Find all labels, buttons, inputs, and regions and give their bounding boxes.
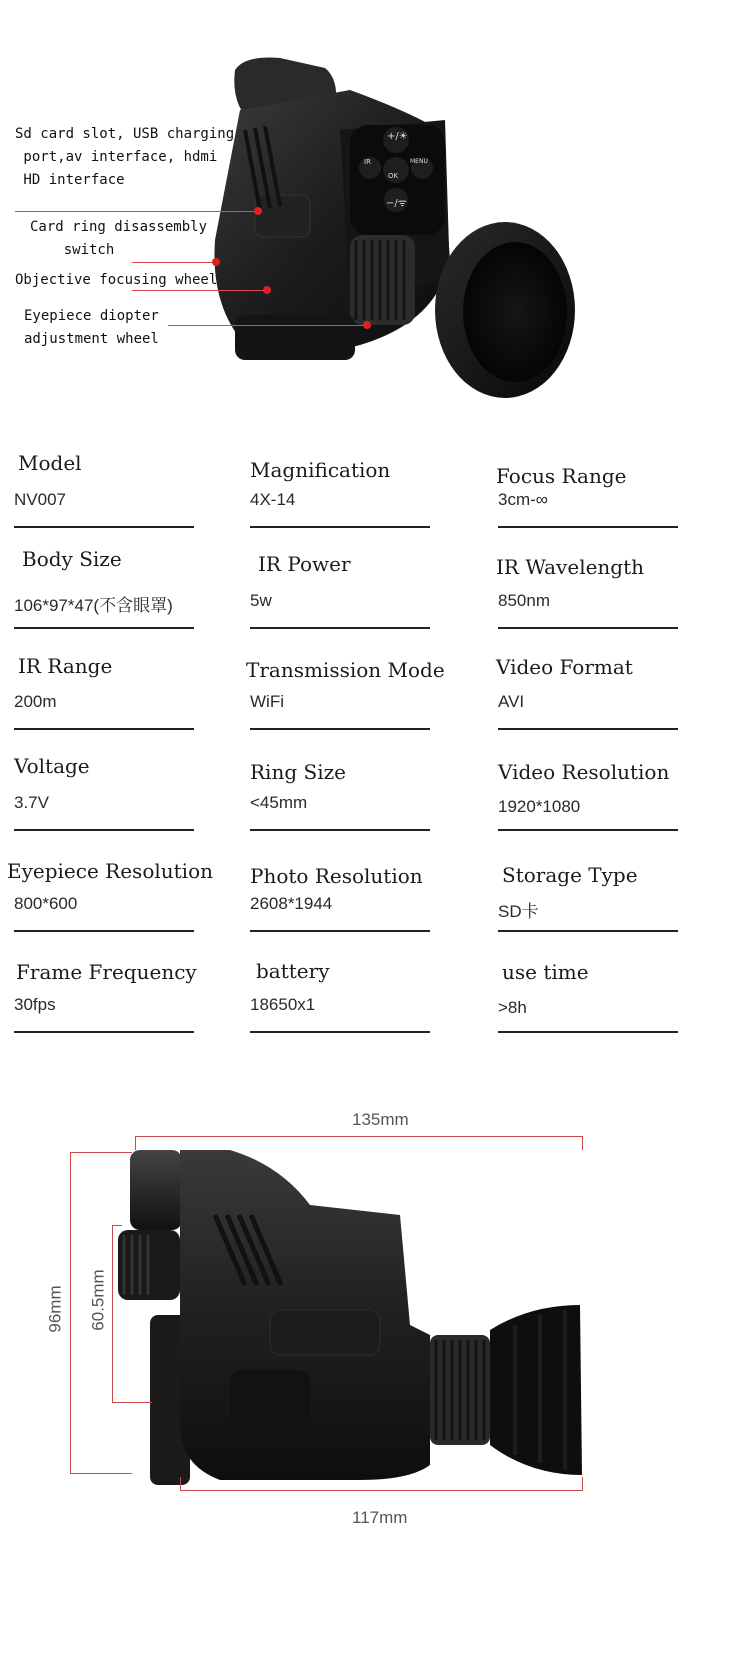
spec-label-ir-power: IR Power [258, 552, 351, 576]
spec-label-use-time: use time [502, 960, 589, 984]
spec-value-ir-range: 200m [14, 692, 57, 711]
dim-line-135-right-tick [582, 1136, 583, 1150]
spec-label-model: Model [18, 451, 82, 475]
button-label-plus: +/☀ [387, 131, 408, 142]
spec-divider [250, 627, 430, 629]
spec-divider [14, 829, 194, 831]
button-label-minus: −/ᯤ [386, 198, 407, 209]
spec-label-eyepiece-resolution: Eyepiece Resolution [7, 859, 213, 883]
marker-dot-objective [263, 286, 271, 294]
spec-divider [14, 728, 194, 730]
spec-label-video-resolution: Video Resolution [498, 760, 670, 784]
spec-value-voltage: 3.7V [14, 793, 49, 812]
spec-divider [250, 930, 430, 932]
spec-label-storage-type: Storage Type [502, 863, 638, 887]
spec-divider [14, 526, 194, 528]
spec-value-frame-frequency: 30fps [14, 995, 56, 1014]
spec-label-focus-range: Focus Range [496, 464, 627, 488]
spec-value-storage-type: SD卡 [498, 902, 539, 921]
spec-divider [250, 526, 430, 528]
spec-value-model: NV007 [14, 490, 66, 509]
spec-label-ir-range: IR Range [18, 654, 113, 678]
spec-label-video-format: Video Format [496, 655, 633, 679]
dim-label-height-total: 96mm [45, 1285, 65, 1333]
spec-value-ir-power: 5w [250, 591, 272, 610]
spec-value-use-time: >8h [498, 998, 527, 1017]
night-vision-device-illustration [200, 50, 630, 430]
spec-value-magnification: 4X-14 [250, 490, 296, 509]
button-label-ir: IR [364, 158, 371, 166]
dim-line-117-right-tick [582, 1477, 583, 1491]
dim-line-60-vertical [112, 1225, 113, 1403]
marker-dot-card-ring [212, 258, 220, 266]
spec-value-transmission-mode: WiFi [250, 692, 284, 711]
spec-label-voltage: Voltage [14, 754, 90, 778]
spec-value-video-format: AVI [498, 692, 525, 711]
spec-divider [498, 930, 678, 932]
callout-sd-card-slot: Sd card slot, USB charging port,av interface, hdmi HD interface [15, 126, 235, 188]
dim-line-117-left-tick [180, 1477, 181, 1491]
button-label-ok: OK [388, 172, 399, 180]
dim-line-96-vertical [70, 1152, 71, 1474]
dim-line-60-bottom-tick [112, 1402, 152, 1403]
spec-label-body-size: Body Size [22, 547, 122, 571]
dim-line-96-top-tick [70, 1152, 132, 1153]
spec-divider [498, 829, 678, 831]
device-top-view [200, 50, 630, 430]
spec-label-battery: battery [256, 959, 330, 983]
spec-divider [14, 930, 194, 932]
device-side-illustration [110, 1145, 590, 1485]
spec-label-photo-resolution: Photo Resolution [250, 864, 423, 888]
spec-divider [498, 728, 678, 730]
spec-divider [250, 1031, 430, 1033]
dim-label-length-bottom: 117mm [352, 1508, 408, 1527]
spec-label-ir-wavelength: IR Wavelength [496, 555, 645, 579]
spec-value-eyepiece-resolution: 800*600 [14, 894, 78, 913]
button-label-menu: MENU [410, 158, 428, 165]
spec-value-ring-size: <45mm [250, 793, 308, 812]
leader-line-objective [132, 290, 268, 291]
leader-line-card-ring [132, 262, 217, 263]
spec-label-ring-size: Ring Size [250, 760, 346, 784]
spec-divider [498, 1031, 678, 1033]
spec-label-frame-frequency: Frame Frequency [16, 960, 197, 984]
spec-value-ir-wavelength: 850nm [498, 591, 550, 610]
spec-label-transmission-mode: Transmission Mode [246, 658, 445, 682]
spec-divider [250, 829, 430, 831]
spec-value-battery: 18650x1 [250, 995, 316, 1014]
spec-divider [250, 728, 430, 730]
dim-label-length-top: 135mm [352, 1110, 409, 1129]
marker-dot-sd-card [254, 207, 262, 215]
dim-line-135-horizontal [135, 1136, 583, 1137]
dim-line-135-left-tick [135, 1136, 136, 1150]
dim-label-height-inner: 60.5mm [88, 1269, 108, 1331]
device-side-view [110, 1145, 590, 1485]
spec-value-photo-resolution: 2608*1944 [250, 894, 333, 913]
spec-divider [498, 526, 678, 528]
spec-value-focus-range: 3cm-∞ [498, 490, 548, 509]
spec-value-body-size: 106*97*47(不含眼罩) [14, 596, 173, 615]
spec-divider [14, 627, 194, 629]
callout-card-ring-switch: Card ring disassembly switch [30, 219, 208, 258]
callout-objective-focusing-wheel: Objective focusing wheel [15, 272, 218, 288]
dim-line-60-top-tick [112, 1225, 122, 1226]
spec-divider [14, 1031, 194, 1033]
marker-dot-eyepiece [363, 321, 371, 329]
callout-eyepiece-diopter-wheel: Eyepiece diopter adjustment wheel [24, 308, 159, 347]
spec-label-magnification: Magnification [250, 458, 391, 482]
dim-line-96-bottom-tick [70, 1473, 132, 1474]
dim-line-117-horizontal [180, 1490, 583, 1491]
leader-line-sd-card [15, 211, 258, 212]
leader-line-eyepiece [168, 325, 368, 326]
spec-divider [498, 627, 678, 629]
spec-value-video-resolution: 1920*1080 [498, 797, 581, 816]
